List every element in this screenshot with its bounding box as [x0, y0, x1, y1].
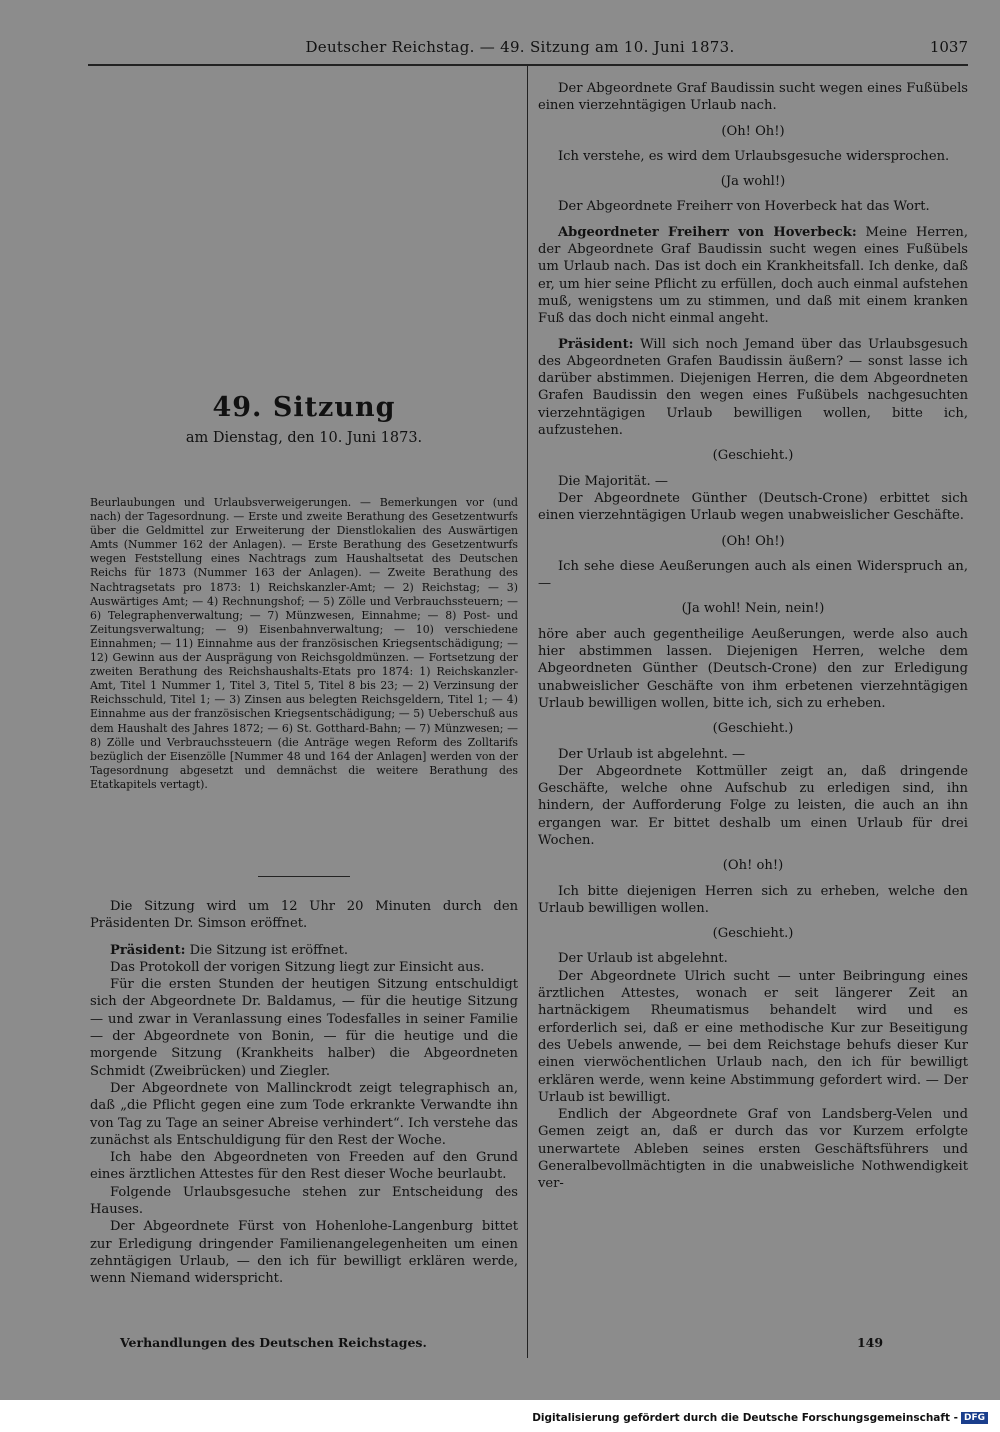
- header-rule: [88, 64, 968, 66]
- paragraph: Der Abgeordnete Freiherr von Hoverbeck hat das Wort.: [558, 199, 930, 215]
- interjection: (Ja wohl!): [720, 174, 786, 190]
- paragraph: Endlich der Abgeordnete Graf von Landsberg-Velen und Gemen zeigt an, daß er durch das vor Kurzem erfolgte unerwartete Ableben seines ersten Geschäftsführers und Generalbevollmächtigten in die unabweisliche Nothwendigkeit ver-: [538, 1107, 968, 1192]
- interjection: (Ja wohl! Nein, nein!): [681, 601, 825, 617]
- sheet-number: 149: [856, 1335, 884, 1350]
- left-column: [90, 898, 518, 1288]
- paragraph: Der Urlaub ist abgelehnt.: [558, 951, 728, 967]
- statement-text: Will sich noch Jemand über das Urlaubsgesuch des Abgeordneten Grafen Baudissin äußern? — sonst lasse ich darüber abstimmen. Diejenigen Herren, die dem Abgeordneten Grafen Baudissin den wegen eines Fußübels nachgesuchten vierzehntägigen Urlaub bewilligen wollen, bitte ich, aufzustehen.: [538, 336, 968, 439]
- paragraph: Für die ersten Stunden der heutigen Sitzung entschuldigt sich der Abgeordnete Dr. Baldamus, — für die heutige Sitzung — und zwar in Veranlassung eines Todesfalles in seiner Familie — der Abgeordnete von Bonin, — für die heutige und die morgende Sitzung (Krankheits halber) die Abgeordneten Schmidt (Zweibrücken) und Ziegler.: [90, 977, 518, 1079]
- agenda-rule: [258, 876, 350, 877]
- interjection: (Geschieht.): [712, 448, 794, 464]
- speech-text: Meine Herren, der Abgeordnete Graf Baudissin sucht wegen eines Fußübels um Urlaub nach. Das ist doch ein Krankheitsfall. Ich denke, daß er, um hier seine Pflicht zu erfüllen, doch auch einmal aufstehen muß, wenigstens um zu stimmen, und daß mit einem kranken Fuß das doch nicht einmal angeht.: [538, 224, 968, 327]
- paragraph: Ich sehe diese Aeußerungen auch als einen Widerspruch an, —: [538, 558, 968, 592]
- paragraph: Ich verstehe, es wird dem Urlaubsgesuche widersprochen.: [558, 148, 950, 164]
- footer-signature: Verhandlungen des Deutschen Reichstages.: [120, 1335, 427, 1350]
- interjection: (Oh! oh!): [722, 858, 784, 874]
- paragraph: Ich habe den Abgeordneten von Freeden auf den Grund eines ärztlichen Attestes für den Rest dieser Woche beurlaubt.: [90, 1150, 518, 1183]
- paragraph: Der Abgeordnete Fürst von Hohenlohe-Langenburg bittet zur Erledigung dringender Familienangelegenheiten um einen zehntägigen Urlaub, — den ich für bewilligt erklären werde, wenn Niemand widerspricht.: [90, 1219, 518, 1287]
- column-divider: [527, 66, 528, 1358]
- digitization-credit: [500, 1412, 988, 1424]
- statement-text: Die Sitzung ist eröffnet.: [185, 942, 349, 958]
- interjection: (Oh! Oh!): [721, 533, 785, 549]
- paragraph: Der Abgeordnete Ulrich sucht — unter Beibringung eines ärztlichen Attestes, wonach er seit längerer Zeit an hartnäckigem Rheumatismus behandelt wird und es erforderlich sei, daß er eine methodische Kur zur Beseitigung des Uebels anwende, — bei dem Reichstage behufs dieser Kur einen vierwöchentlichen Urlaub nach, den ich für bewilligt erklären werde, wenn keine Abstimmung gefordert wird. — Der Urlaub ist bewilligt.: [538, 968, 968, 1105]
- running-header: Deutscher Reichstag. — 49. Sitzung am 10. Juni 1873.: [305, 38, 735, 56]
- paragraph: Die Majorität. —: [558, 473, 668, 489]
- paragraph: Das Protokoll der vorigen Sitzung liegt zur Einsicht aus.: [110, 959, 485, 975]
- paragraph: Der Urlaub ist abgelehnt. —: [558, 746, 746, 762]
- page-number: 1037: [929, 38, 968, 56]
- paragraph: Der Abgeordnete von Mallinckrodt zeigt telegraphisch an, daß „die Pflicht gegen eine zum Tode erkrankte Verwandte ihn von Tag zu Tage an seiner Abreise verhindert“. Ich verstehe das zunächst als Entschuldigung für den Rest der Woche.: [90, 1080, 518, 1148]
- paragraph: Folgende Urlaubsgesuche stehen zur Entscheidung des Hauses.: [90, 1184, 518, 1218]
- paragraph: höre aber auch gegentheilige Aeußerungen, werde also auch hier abstimmen lassen. Diejenigen Herren, welche dem Abgeordneten Günther (Deutsch-Crone) den zur Erledigung unabweislicher Geschäfte von ihm erbetenen vierzehntägigen Urlaub bewilligen wollen, bitte ich, sich zu erheben.: [538, 626, 968, 711]
- session-date: am Dienstag, den 10. Juni 1873.: [185, 430, 423, 446]
- speaker-label: Präsident:: [110, 942, 186, 958]
- paragraph: Der Abgeordnete Günther (Deutsch-Crone) erbittet sich einen vierzehntägigen Urlaub wegen unabweislicher Geschäfte.: [538, 490, 968, 524]
- agenda-summary: Beurlaubungen und Urlaubsverweigerungen. — Bemerkungen vor (und nach) der Tagesordnung. — Erste und zweite Berathung des Gesetzentwurfs über die Geldmittel zur Erweiterung der Dienstlokalien des Auswärtigen Amts (Nummer 162 der Anlagen). — Erste Berathung des Gesetzentwurfs wegen Feststellung eines Nachtrags zum Haushaltsetat des Deutschen Reichs für 1873 (Nummer 163 der Anlagen). — Zweite Berathung des Nachtragsetats pro 1873: 1) Reichskanzler-Amt; — 2) Reichstag; — 3) Auswärtiges Amt; — 4) Rechnungshof; — 5) Zölle und Verbrauchssteuern; — 6) Telegraphenverwaltung; — 7) Münzwesen, Einnahme; — 8) Post- und Zeitungsverwaltung; — 9) Eisenbahnverwaltung; — 10) verschiedene Einnahmen; — 11) Einnahme aus der französischen Kriegsentschädigung; — 12) Gewinn aus der Ausprägung von Reichsgoldmünzen. — Fortsetzung der zweiten Berathung des Reichshaushalts-Etats pro 1874: 1) Reichskanzler-Amt, Titel 1 Nummer 1, Titel 3, Titel 5, Titel 8 bis 23; — 2) Verzinsung der Reichsschuld, Titel 1; — 3) Zinsen aus belegten Reichsgeldern, Titel 1; — 4) Einnahme aus der französischen Kriegsentschädigung; — 5) Ueberschuß aus dem Haushalt des Jahres 1872; — 6) St. Gotthard-Bahn; — 7) Münzwesen; — 8) Zölle und Verbrauchssteuern (die Anträge wegen Reform des Zolltarifs bezüglich der Eisenzölle [Nummer 48 und 164 der Anlagen] werden von der Tagesordnung abgesetzt und demnächst die weitere Berathung des Etatkapitels vertagt).: [90, 496, 518, 791]
- paragraph: Der Abgeordnete Graf Baudissin sucht wegen eines Fußübels einen vierzehntägigen Urlaub nach.: [538, 81, 968, 114]
- interjection: (Geschieht.): [712, 721, 794, 737]
- right-column: [538, 80, 968, 1193]
- paragraph: Ich bitte diejenigen Herren sich zu erheben, welche den Urlaub bewilligen wollen.: [538, 883, 968, 916]
- opening-paragraph: Die Sitzung wird um 12 Uhr 20 Minuten durch den Präsidenten Dr. Simson eröffnet.: [90, 899, 518, 932]
- interjection: (Oh! Oh!): [721, 123, 785, 139]
- dfg-logo: DFG: [961, 1412, 988, 1424]
- speaker-label: Präsident:: [558, 336, 634, 352]
- speaker-label: Abgeordneter Freiherr von Hoverbeck:: [558, 224, 857, 240]
- paragraph: Der Abgeordnete Kottmüller zeigt an, daß dringende Geschäfte, welche ohne Aufschub zu erledigen sind, ihn hindern, der Aufforderung Folge zu leisten, die auch an ihn ergangen war. Er bittet deshalb um einen Urlaub für drei Wochen.: [538, 763, 968, 848]
- president-statement: [90, 942, 518, 959]
- session-title: 49. Sitzung: [212, 392, 396, 423]
- interjection: (Geschieht.): [712, 926, 794, 942]
- credit-text: Digitalisierung gefördert durch die Deutsche Forschungsgemeinschaft -: [532, 1412, 958, 1424]
- speech: [538, 224, 968, 328]
- president-statement: [538, 336, 968, 440]
